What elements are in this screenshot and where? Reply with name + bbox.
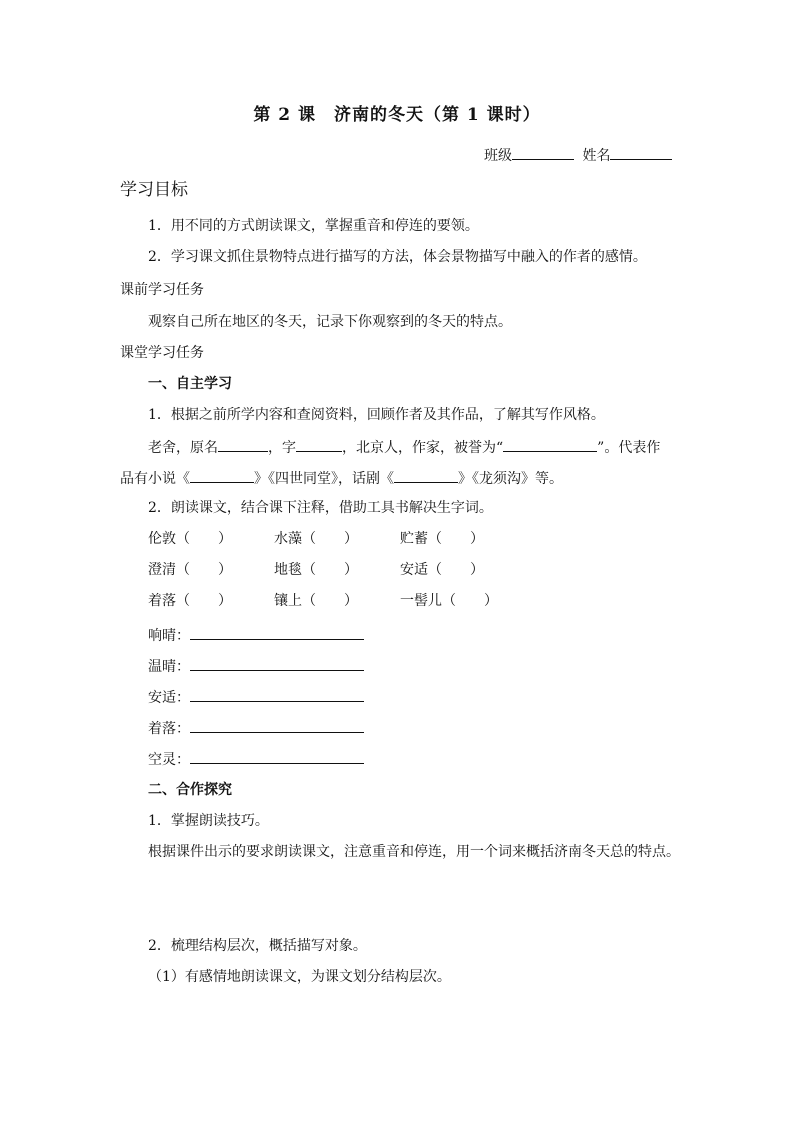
section-goals-heading: 学习目标 [120, 180, 188, 200]
blank-courtesy-name[interactable] [296, 437, 342, 452]
definition-label: 着落： [148, 721, 190, 737]
author-text-honor: ，北京人，作家，被誉为“ [342, 440, 504, 456]
question-1: 1．根据之前所学内容和查阅资料，回顾作者及其作品，了解其写作风格。 [148, 407, 605, 423]
definition-row [148, 718, 364, 738]
author-line-1 [148, 437, 660, 457]
definition-blank[interactable] [190, 687, 364, 702]
vocab-item: 着落（ ） [148, 593, 232, 609]
vocab-item: 伦敦（ ） [148, 531, 232, 547]
question-4-1: （1）有感情地朗读课文，为课文划分结构层次。 [148, 969, 451, 985]
page-title: 第 2 课 济南的冬天（第 1 课时） [253, 105, 541, 125]
definition-blank[interactable] [190, 656, 364, 671]
definition-row [148, 749, 364, 769]
definition-blank[interactable] [190, 625, 364, 640]
question-2: 2．朗读课文，结合课下注释，借助工具书解决生字词。 [148, 500, 493, 516]
vocab-item: 地毯（ ） [274, 562, 358, 578]
author-text-works: ”。代表作 [597, 440, 661, 456]
goal-2: 2．学习课文抓住景物特点进行描写的方法，体会景物描写中融入的作者的感情。 [148, 249, 647, 265]
author-line-2 [120, 468, 563, 488]
definition-label: 安适： [148, 690, 190, 706]
section-class-heading: 课堂学习任务 [120, 345, 204, 361]
name-field[interactable] [610, 145, 672, 160]
definition-row [148, 687, 364, 707]
blank-novel[interactable] [190, 468, 254, 483]
section-pre-heading: 课前学习任务 [120, 282, 204, 298]
author-text-original-name: 老舍，原名 [148, 440, 218, 456]
author-text-courtesy-name: ，字 [268, 440, 296, 456]
blank-original-name[interactable] [218, 437, 268, 452]
pre-task-text: 观察自己所在地区的冬天，记录下你观察到的冬天的特点。 [148, 314, 512, 330]
blank-honor[interactable] [503, 437, 597, 452]
part-2-heading: 二、合作探究 [148, 782, 232, 798]
author-text-novel: 品有小说《 [120, 471, 190, 487]
part-1-heading: 一、自主学习 [148, 376, 232, 392]
blank-drama[interactable] [394, 468, 458, 483]
definition-label: 空灵： [148, 752, 190, 768]
vocab-item: 贮蓄（ ） [400, 531, 484, 547]
class-field[interactable] [512, 145, 574, 160]
vocab-item: 一髻儿（ ） [400, 593, 498, 609]
question-4: 2．梳理结构层次，概括描写对象。 [148, 938, 367, 954]
question-3-text: 根据课件出示的要求朗读课文，注意重音和停连，用一个词来概括济南冬天总的特点。 [148, 844, 680, 860]
definition-row [148, 625, 364, 645]
vocab-item: 澄清（ ） [148, 562, 232, 578]
definition-label: 温晴： [148, 659, 190, 675]
definition-blank[interactable] [190, 718, 364, 733]
class-label: 班级 [484, 148, 512, 164]
question-3: 1．掌握朗读技巧。 [148, 813, 269, 829]
goal-1: 1．用不同的方式朗读课文，掌握重音和停连的要领。 [148, 218, 479, 234]
author-text-drama: 》《四世同堂》，话剧《 [254, 471, 394, 487]
definition-row [148, 656, 364, 676]
header-fields [484, 145, 672, 165]
vocab-item: 安适（ ） [400, 562, 484, 578]
vocab-item: 镶上（ ） [274, 593, 358, 609]
definition-label: 响晴： [148, 628, 190, 644]
author-text-end: 》《龙须沟》等。 [458, 471, 563, 487]
definition-blank[interactable] [190, 749, 364, 764]
vocab-item: 水藻（ ） [274, 531, 358, 547]
name-label: 姓名 [582, 148, 611, 164]
